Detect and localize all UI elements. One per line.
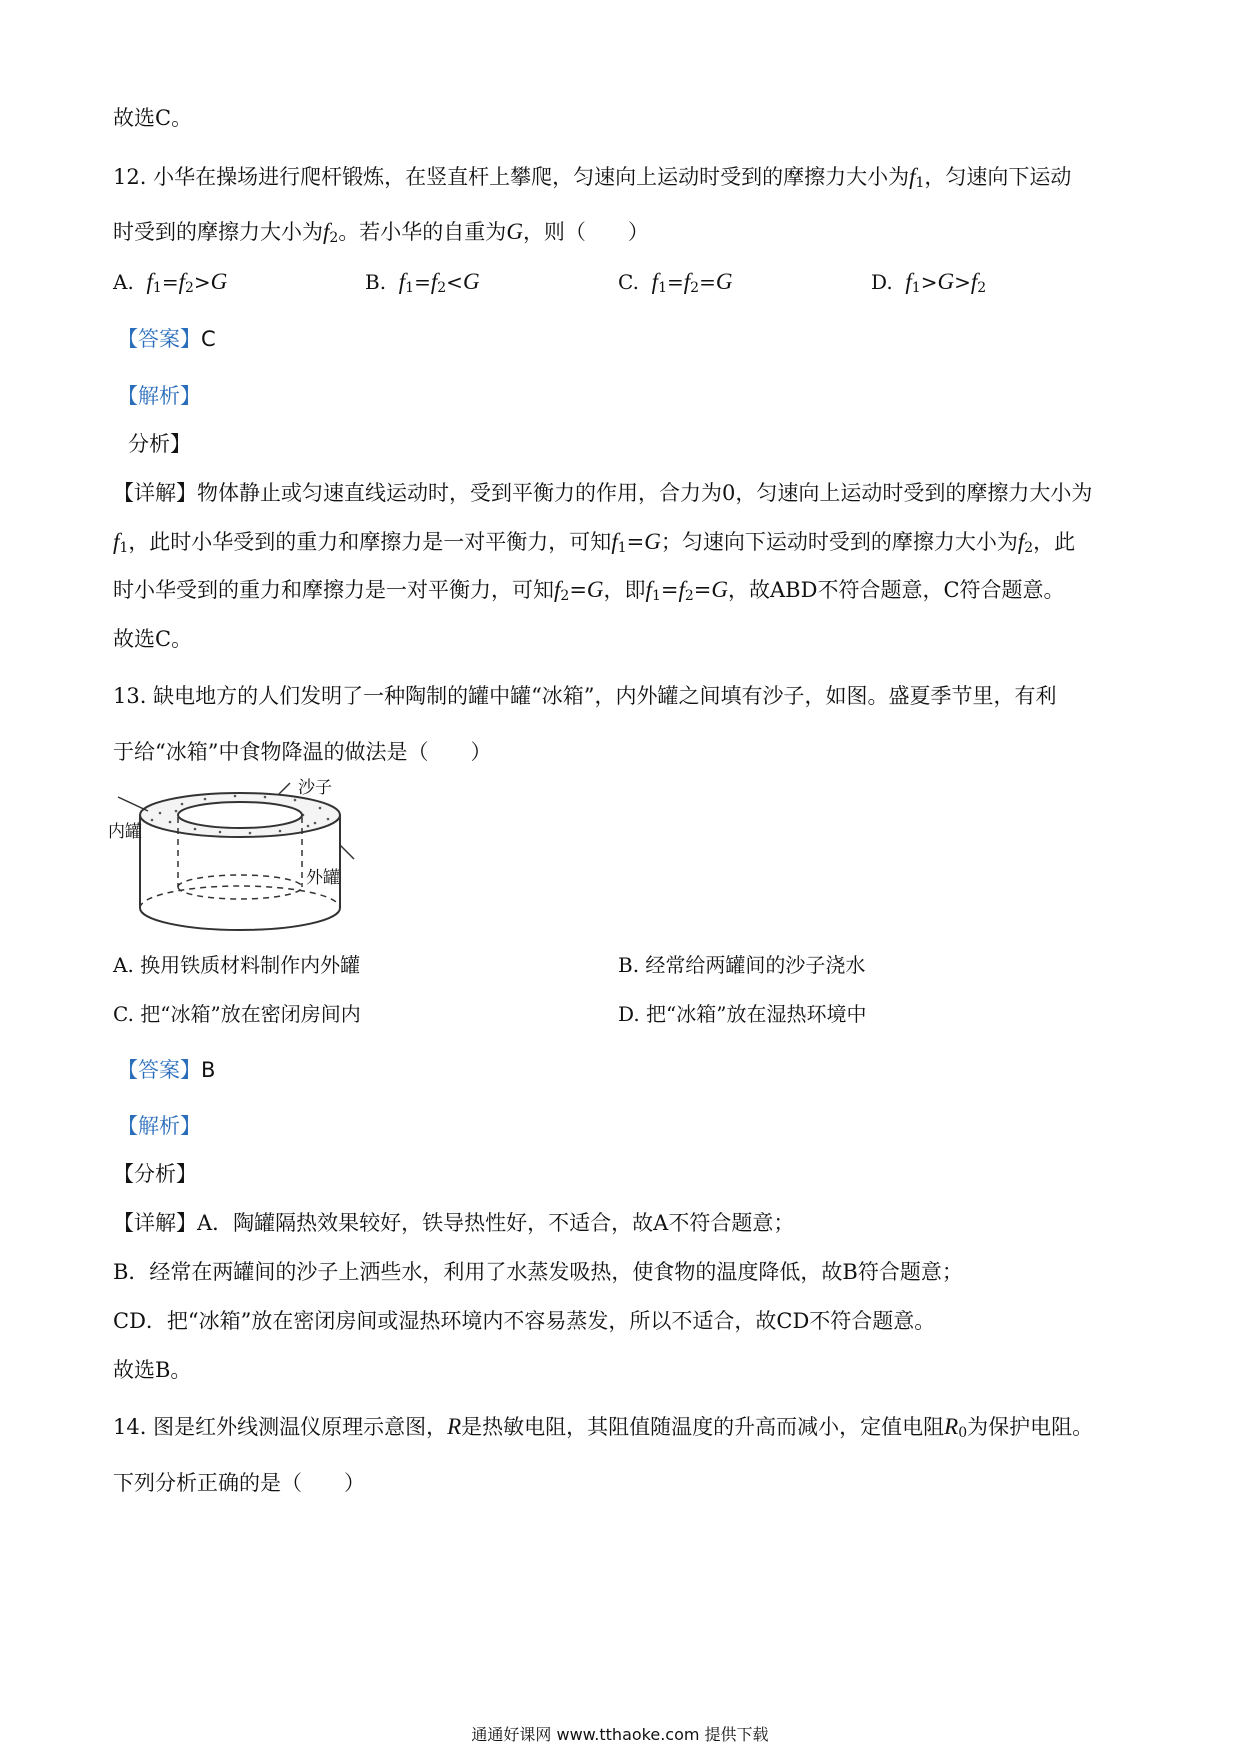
q14-stem-line2: 下列分析正确的是（ ） [113, 1471, 365, 1495]
q12-option-b: B. $f_1=f_2<G$ [365, 269, 480, 296]
q12-choose: 故选C。 [113, 627, 193, 651]
q12-detail-line1: 【详解】物体静止或匀速直线运动时，受到平衡力的作用，合力为0，匀速向上运动时受到的摩擦力大小为 [113, 481, 1093, 505]
q13-answer [117, 1056, 215, 1084]
q13-detail-line2: B．经常在两罐间的沙子上洒些水，利用了水蒸发吸热，使食物的温度降低，故B符合题意； [113, 1260, 963, 1284]
q13-option-d: D. 把“冰箱”放在湿热环境中 [618, 1002, 867, 1026]
q13-option-c: C. 把“冰箱”放在密闭房间内 [113, 1002, 361, 1026]
q13-fenxi: 【分析】 [113, 1162, 197, 1186]
q12-option-c: C. $f_1=f_2=G$ [618, 269, 733, 296]
q13-option-a: A. 换用铁质材料制作内外罐 [113, 953, 361, 977]
q12-detail-line3: 时小华受到的重力和摩擦力是一对平衡力，可知$f_2=G$，即$f_1=f_2=G$，故ABD不符合题意，C符合题意。 [113, 577, 1065, 604]
q12-option-d: D. $f_1>G>f_2$ [871, 269, 987, 296]
q12-answer [117, 325, 216, 353]
answer-value: B [201, 1058, 216, 1082]
q11-choose: 故选C。 [113, 106, 193, 130]
q14-stem-line1: 14. 图是红外线测温仪原理示意图，R是热敏电阻，其阻值随温度的升高而减小，定值电阻$R_0$为保护电阻。 [113, 1414, 1094, 1441]
q13-analysis-tag: 【解析】 [117, 1114, 201, 1138]
q12-stem-line1: 12. 小华在操场进行爬杆锻炼，在竖直杆上攀爬，匀速向上运动时受到的摩擦力大小为$f_1$，匀速向下运动 [113, 164, 1072, 191]
answer-tag: 【答案】 [117, 327, 201, 351]
q13-option-b: B. 经常给两罐间的沙子浇水 [618, 953, 866, 977]
q12-detail-line2: $f_1$，此时小华受到的重力和摩擦力是一对平衡力，可知$f_1=G$；匀速向下运动时受到的摩擦力大小为$f_2$，此 [113, 529, 1076, 556]
figure-label-inner: 内罐 [108, 822, 142, 842]
page-footer: 通通好课网 www.tthaoke.com 提供下载 [471, 1725, 769, 1744]
q13-stem-line2: 于给“冰箱”中食物降温的做法是（ ） [113, 740, 492, 764]
figure-label-outer: 外罐 [306, 868, 340, 888]
q13-detail-line3: CD．把“冰箱”放在密闭房间或湿热环境内不容易蒸发，所以不适合，故CD不符合题意。 [113, 1309, 936, 1333]
q13-choose: 故选B。 [113, 1358, 192, 1382]
figure-label-sand: 沙子 [298, 778, 332, 798]
q13-detail-line1: 【详解】A．陶罐隔热效果较好，铁导热性好，不适合，故A不符合题意； [113, 1211, 795, 1235]
q12-analysis-tag: 【解析】 [117, 384, 201, 408]
q12-option-a: A. $f_1=f_2>G$ [113, 269, 228, 296]
q12-stem-line2: 时受到的摩擦力大小为$f_2$。若小华的自重为G，则（ ） [113, 219, 649, 246]
answer-tag: 【答案】 [117, 1058, 201, 1082]
answer-value: C [201, 327, 216, 351]
q13-stem-line1: 13. 缺电地方的人们发明了一种陶制的罐中罐“冰箱”，内外罐之间填有沙子，如图。盛夏季节里，有利 [113, 684, 1057, 708]
q12-fenxi: 分析】 [128, 432, 191, 456]
